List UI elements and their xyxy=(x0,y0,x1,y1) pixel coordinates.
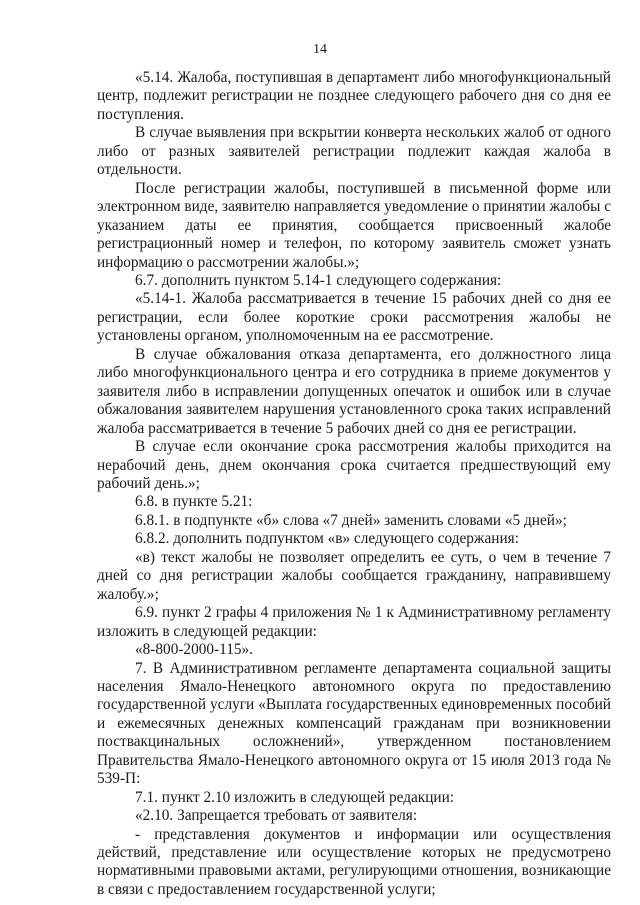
paragraph-6-9: 6.9. пункт 2 графы 4 приложения № 1 к Административному регламенту изложить в следующей редакции: xyxy=(97,604,611,640)
paragraph-2-10: «2.10. Запрещается требовать от заявителя: xyxy=(135,807,418,825)
paragraph-5-14: «5.14. Жалоба, поступившая в департамент либо многофункциональный центр, подлежит регистрации не позднее следующего рабочего дня со дня ее поступления. xyxy=(97,69,611,123)
page-number: 14 xyxy=(313,42,327,57)
paragraph-6-8-1: 6.8.1. в подпункте «б» слова «7 дней» заменить словами «5 дней»; xyxy=(135,511,567,529)
paragraph-5-14-1: «5.14-1. Жалоба рассматривается в течение 15 рабочих дней со дня ее регистрации, если более короткие сроки рассмотрения жалобы не установлены органом, уполномоченным на ее рассмотрение. xyxy=(97,290,611,345)
paragraph-6-7: 6.7. дополнить пунктом 5.14-1 следующего содержания: xyxy=(135,271,502,289)
paragraph-subpoint-v: «в) текст жалобы не позволяет определить ее суть, о чем в течение 7 дней со дня регистрации жалобы сообщается гражданину, направившему жалобу.»; xyxy=(97,548,611,603)
document-body xyxy=(97,69,611,899)
paragraph-6-8-2: 6.8.2. дополнить подпунктом «в» следующего содержания: xyxy=(135,530,519,548)
paragraph-multiple-complaints: В случае выявления при вскрытии конверта нескольких жалоб от одного либо от разных заявителей регистрации подлежит каждая жалоба в отдельности. xyxy=(97,124,611,179)
paragraph-registration-notice: После регистрации жалобы, поступившей в письменной форме или электронном виде, заявителю направляется уведомление о принятии жалобы с указанием даты ее принятия, сообщается присвоенный жалобе регистрационный номер и телефон, по которому заявитель сможет узнать информацию о рассмотрении жалобы.»; xyxy=(97,179,611,271)
paragraph-non-working-day: В случае если окончание срока рассмотрения жалобы приходится на нерабочий день, днем окончания срока считается предшествующий ему рабочий день.»; xyxy=(97,438,611,492)
paragraph-6-8: 6.8. в пункте 5.21: xyxy=(135,493,253,511)
paragraph-7: 7. В Административном регламенте департамента социальной защиты населения Ямало-Ненецкого автономного округа по предоставлению государственной услуги «Выплата государственных единовременных пособий и ежемесячных денежных компенсаций гражданам при возникновении поствакцинальных осложнений», утвержденном постановлением Правительства Ямало-Ненецкого автономного округа от 15 июля 2013 года № 539-П: xyxy=(97,659,611,788)
paragraph-prohibited-requirements: - представления документов и информации или осуществления действий, представление или осуществление которых не предусмотрено нормативными правовыми актами, регулирующими отношения, возникающие в связи с предоставлением государственной услуги; xyxy=(97,825,611,898)
paragraph-refusal-appeal: В случае обжалования отказа департамента, его должностного лица либо многофункционального центра и его сотрудника в приеме документов у заявителя либо в исправлении допущенных опечаток и ошибок или в случае обжалования заявителем нарушения установленного срока таких исправлений жалоба рассматривается в течение 5 рабочих дней со дня ее регистрации. xyxy=(97,345,611,437)
paragraph-phone-number: «8-800-2000-115». xyxy=(135,641,253,659)
paragraph-7-1: 7.1. пункт 2.10 изложить в следующей редакции: xyxy=(135,788,455,806)
